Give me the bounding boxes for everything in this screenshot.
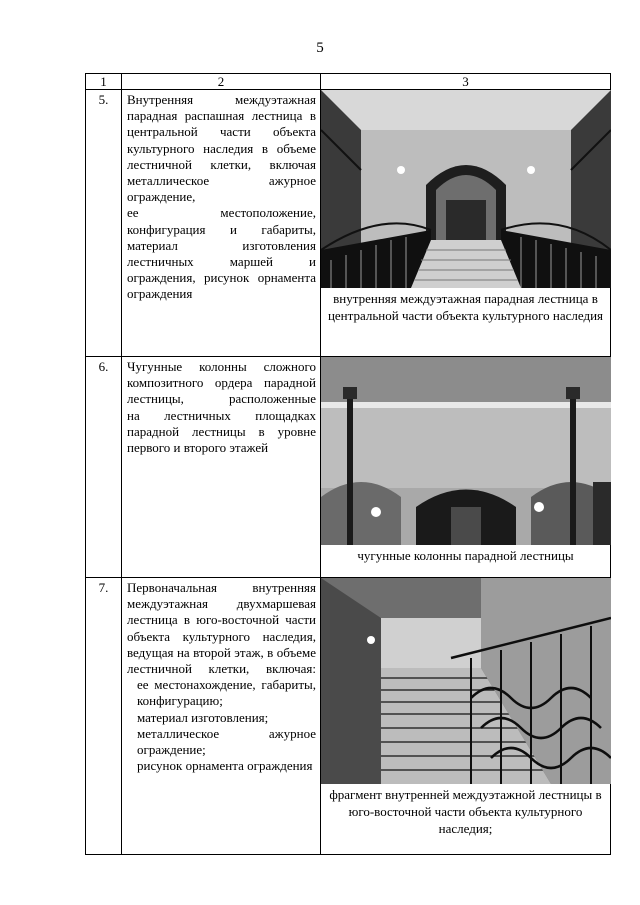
row-description <box>122 357 321 578</box>
description-paragraph: Чугунные колонны сложного композитного ордера парадной лестницы, расположенные <box>127 359 316 407</box>
description-paragraph: материал изготовления; <box>137 709 269 725</box>
row-description <box>122 90 321 357</box>
row-photo-cell <box>321 578 611 855</box>
page-number: 5 <box>316 40 324 56</box>
table-header-row <box>86 74 611 90</box>
row-number: 6. <box>86 357 122 578</box>
column-header: 1 <box>86 74 122 90</box>
column-header: 3 <box>321 74 611 90</box>
photo-caption: фрагмент внутренней междуэтажной лестницы в юго-восточной части объекта культурного наследия; <box>329 787 602 836</box>
description-paragraph: рисунок орнамента ограждения <box>137 758 313 774</box>
row-number: 5. <box>86 90 122 357</box>
columns-photo <box>321 357 611 545</box>
photo-caption: внутренняя междуэтажная парадная лестница в центральной части объекта культурного наследия <box>327 291 604 323</box>
description-paragraph: металлическое ажурное ограждение; <box>137 725 316 758</box>
description-paragraph: Первоначальная внутренняя междуэтажная двухмаршевая лестница в юго-восточной части объекта культурного наследия, ведущая на второй этаж, в объеме лестничной клетки, включая: <box>127 580 316 677</box>
row-description <box>122 578 321 855</box>
description-paragraph: ее местонахождение, габариты, конфигурацию; <box>137 677 316 709</box>
row-photo-cell <box>321 90 611 357</box>
row-photo-cell <box>321 357 611 578</box>
description-paragraph: на лестничных площадках парадной лестницы в уровне первого и второго этажей <box>127 407 316 456</box>
heritage-table <box>85 73 611 855</box>
table-row <box>86 90 611 357</box>
two-flight-staircase-photo <box>321 578 611 784</box>
photo-caption: чугунные колонны парадной лестницы <box>357 548 574 563</box>
staircase-photo <box>321 90 611 288</box>
row-number: 7. <box>86 578 122 855</box>
table-row <box>86 578 611 855</box>
description-paragraph: ее местоположение, конфигурация и габариты, материал изготовления лестничных маршей и ограждения, рисунок орнамента ограждения <box>127 205 316 302</box>
description-paragraph: Внутренняя междуэтажная парадная распашная лестница в центральной части объекта культурного наследия в объеме лестничной клетки, включая металлическое ажурное ограждение, <box>127 92 316 205</box>
table-row <box>86 357 611 578</box>
column-header: 2 <box>122 74 321 90</box>
